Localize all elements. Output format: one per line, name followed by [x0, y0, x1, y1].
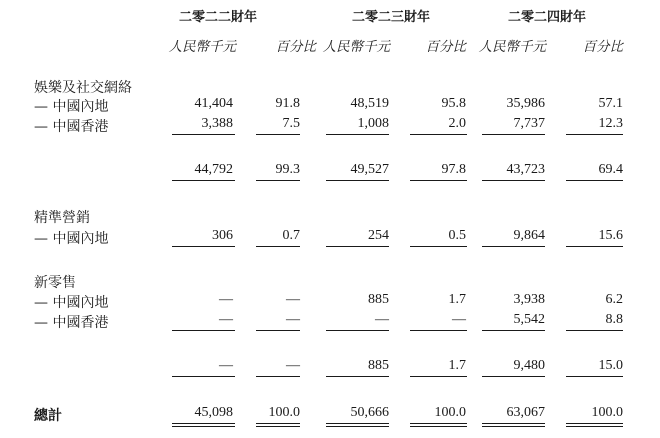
subtotal-cell: 885 — [368, 358, 389, 373]
rule — [482, 134, 545, 135]
total-cell: 45,098 — [194, 405, 233, 420]
unit-rmb-2023: 人民幣千元 — [322, 39, 390, 55]
total-cell: 50,666 — [350, 405, 389, 420]
cell: 5,542 — [513, 312, 545, 327]
cell: 15.6 — [598, 228, 623, 243]
cell: 6.2 — [605, 292, 623, 307]
year-header-2024: 二零二四財年 — [508, 10, 587, 25]
subtotal-cell: 49,527 — [350, 162, 389, 177]
subtotal-cell: — — [286, 358, 300, 373]
subtotal-cell: 97.8 — [441, 162, 466, 177]
unit-rmb-2022: 人民幣千元 — [168, 39, 236, 55]
cell: 8.8 — [605, 312, 623, 327]
rule — [566, 330, 623, 331]
total-cell: 100.0 — [434, 405, 466, 420]
rule — [482, 180, 545, 181]
rule — [482, 376, 545, 377]
rule — [256, 134, 300, 135]
rule — [172, 376, 235, 377]
rule — [326, 134, 389, 135]
rule — [326, 330, 389, 331]
cell: 9,864 — [513, 228, 545, 243]
cell: 0.7 — [282, 228, 300, 243]
rule — [482, 330, 545, 331]
double-rule-bottom — [566, 426, 623, 427]
rule — [172, 180, 235, 181]
rule — [326, 246, 389, 247]
double-rule-top — [566, 423, 623, 424]
rule — [172, 134, 235, 135]
double-rule-bottom — [326, 426, 389, 427]
rule — [566, 376, 623, 377]
unit-rmb-2024: 人民幣千元 — [478, 39, 546, 55]
row-label: — 中國內地 — [34, 231, 109, 247]
rule — [326, 180, 389, 181]
row-label: — 中國香港 — [34, 119, 109, 135]
cell: — — [286, 292, 300, 307]
subtotal-cell: 44,792 — [194, 162, 233, 177]
year-header-2022: 二零二二財年 — [179, 10, 258, 25]
cell: 91.8 — [275, 96, 300, 111]
cell: 0.5 — [448, 228, 466, 243]
cell: 48,519 — [350, 96, 389, 111]
double-rule-bottom — [172, 426, 235, 427]
section-title-new-retail: 新零售 — [34, 275, 76, 291]
row-label: — 中國香港 — [34, 315, 109, 331]
rule — [256, 246, 300, 247]
unit-pct-2023: 百分比 — [425, 39, 466, 55]
cell: 95.8 — [441, 96, 466, 111]
total-cell: 63,067 — [506, 405, 545, 420]
rule — [172, 330, 235, 331]
cell: — — [219, 292, 233, 307]
cell: 7.5 — [282, 116, 300, 131]
cell: 1,008 — [357, 116, 389, 131]
cell: 254 — [368, 228, 389, 243]
double-rule-top — [326, 423, 389, 424]
section-title-precision-marketing: 精準營銷 — [34, 210, 90, 226]
cell: — — [286, 312, 300, 327]
cell: 1.7 — [448, 292, 466, 307]
rule — [566, 180, 623, 181]
subtotal-cell: 1.7 — [448, 358, 466, 373]
cell: 41,404 — [194, 96, 233, 111]
row-label: — 中國內地 — [34, 99, 109, 115]
cell: 885 — [368, 292, 389, 307]
cell: 57.1 — [598, 96, 623, 111]
double-rule-top — [256, 423, 300, 424]
cell: — — [219, 312, 233, 327]
rule — [256, 330, 300, 331]
cell: 3,938 — [513, 292, 545, 307]
subtotal-cell: 43,723 — [506, 162, 545, 177]
cell: 2.0 — [448, 116, 466, 131]
section-title-entertainment: 娛樂及社交網絡 — [34, 80, 132, 96]
rule — [172, 246, 235, 247]
double-rule-top — [410, 423, 467, 424]
rule — [410, 180, 467, 181]
row-label: — 中國內地 — [34, 295, 109, 311]
rule — [256, 376, 300, 377]
total-label: 總計 — [34, 408, 62, 424]
cell: 7,737 — [513, 116, 545, 131]
subtotal-cell: — — [219, 358, 233, 373]
double-rule-top — [482, 423, 545, 424]
double-rule-bottom — [482, 426, 545, 427]
rule — [410, 246, 467, 247]
rule — [256, 180, 300, 181]
cell: — — [452, 312, 466, 327]
rule — [410, 330, 467, 331]
rule — [410, 376, 467, 377]
cell: 306 — [212, 228, 233, 243]
subtotal-cell: 99.3 — [275, 162, 300, 177]
cell: — — [375, 312, 389, 327]
double-rule-bottom — [256, 426, 300, 427]
unit-pct-2022: 百分比 — [275, 39, 316, 55]
unit-pct-2024: 百分比 — [582, 39, 623, 55]
rule — [566, 246, 623, 247]
cell: 3,388 — [201, 116, 233, 131]
subtotal-cell: 69.4 — [598, 162, 623, 177]
cell: 35,986 — [506, 96, 545, 111]
year-header-2023: 二零二三財年 — [352, 10, 431, 25]
rule — [410, 134, 467, 135]
rule — [326, 376, 389, 377]
total-cell: 100.0 — [591, 405, 623, 420]
subtotal-cell: 9,480 — [513, 358, 545, 373]
subtotal-cell: 15.0 — [598, 358, 623, 373]
rule — [566, 134, 623, 135]
rule — [482, 246, 545, 247]
cell: 12.3 — [598, 116, 623, 131]
double-rule-top — [172, 423, 235, 424]
total-cell: 100.0 — [268, 405, 300, 420]
double-rule-bottom — [410, 426, 467, 427]
